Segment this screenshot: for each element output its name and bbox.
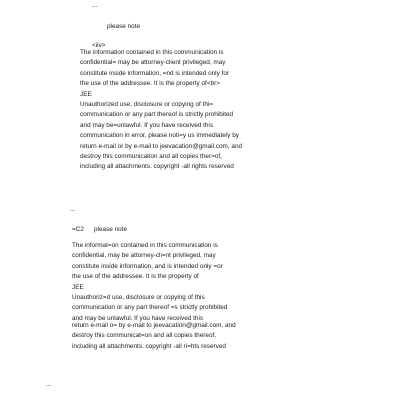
- text-line: the use of the addressee. It is the property of<br>: [80, 80, 220, 88]
- ellipsis-marker-middle: ...: [70, 206, 76, 213]
- text-line: destroy this communicat=on and all copies thereof,: [72, 332, 217, 340]
- text-line: constitute inside information, and is intended only =or: [72, 262, 223, 270]
- text-line: communication or any part thereof =s strictly prohibited: [72, 304, 228, 312]
- ellipsis-marker-bottom: ...: [46, 381, 52, 388]
- text-line: destroy this communication and all copies ther=of,: [80, 152, 222, 160]
- text-line: and may be=unlawful. If you have received this: [80, 121, 214, 129]
- section1-heading: please note: [107, 23, 141, 30]
- section2-prefix: =C2: [72, 226, 84, 233]
- text-line: the use of the addressee. It is the property of: [72, 273, 199, 281]
- text-line: The information contained in this communication is: [80, 49, 224, 56]
- text-line: JEE: [72, 283, 84, 291]
- text-line: JEE: [80, 90, 92, 98]
- text-line: including all attachments. copyright -all ri=hts reserved: [72, 342, 226, 350]
- text-line: confidential= may be attorney-client privileged, may: [80, 59, 226, 67]
- ellipsis-marker-top: ...: [92, 2, 98, 9]
- text-line: The informat=on contained in this communication is: [72, 242, 218, 249]
- text-line: communication or any part thereof is strictly prohibited: [80, 111, 234, 119]
- text-line: return e-mail o= by e-mail to jeevacation@gmail.com, and: [72, 322, 236, 329]
- text-line: Unauthoriz=d use, disclosure or copying of this: [72, 293, 205, 301]
- text-line: and may be unlawful. If you have received this: [72, 314, 204, 322]
- text-line: communication in error, please noti=y us immediately by: [80, 132, 239, 140]
- text-line: constitute inside information, =nd is intended only for: [80, 69, 230, 77]
- text-line: Unauthorized use, disclosure or copying of thi=: [80, 100, 214, 108]
- section1-tag: <iiv>: [92, 42, 106, 49]
- text-line: confidential, may be attorney-cli=nt privileged, may: [72, 252, 216, 260]
- section2-body-a: [72, 241, 302, 324]
- text-line: return e-mail or by e-mail to jeevacation@gmail.com, and: [80, 142, 243, 150]
- section1-body: [80, 48, 310, 173]
- section2-body-b: [72, 321, 302, 352]
- section2-heading: please note: [94, 226, 128, 233]
- text-line: including all attachments. copyright -all rights reserved: [80, 163, 234, 171]
